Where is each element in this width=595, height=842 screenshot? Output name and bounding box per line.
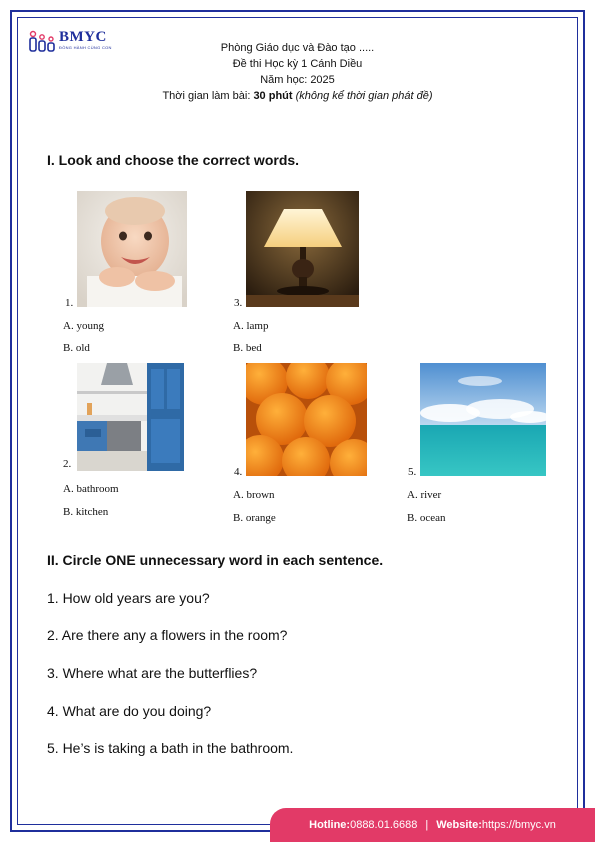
hotline-number[interactable]: 0888.01.6688: [350, 819, 418, 831]
ocean-photo: [420, 363, 546, 476]
question-number: 2.: [63, 458, 72, 470]
sentence-item[interactable]: 3. Where what are the butterflies?: [47, 665, 258, 681]
time-note: (không kể thời gian phát đề): [292, 90, 433, 102]
lamp-photo: [246, 191, 359, 307]
time-value: 30 phút: [253, 90, 293, 102]
exam-header: [0, 40, 595, 104]
logo-name: BMYC: [59, 29, 107, 45]
time-line: Thời gian làm bài: 30 phút (không kể thời gian phát đề): [162, 90, 433, 102]
option-b[interactable]: B. kitchen: [63, 506, 109, 518]
website-label: Website:: [436, 819, 482, 831]
question-number: 5.: [408, 466, 417, 478]
school-year: Năm học: 2025: [260, 74, 335, 86]
oranges-photo: [246, 363, 367, 476]
option-a[interactable]: A. river: [407, 489, 442, 501]
exam-title: Đề thi Học kỳ 1 Cánh Diều: [232, 58, 363, 70]
footer-separator: |: [425, 819, 429, 831]
sentence-item[interactable]: 1. How old years are you?: [47, 590, 210, 606]
option-a[interactable]: A. lamp: [233, 320, 269, 332]
baby-photo: [77, 191, 187, 307]
question-number: 3.: [234, 297, 243, 309]
section-2-title: II. Circle ONE unnecessary word in each sentence.: [47, 552, 384, 568]
contact-footer: [270, 808, 595, 842]
section-1-title: I. Look and choose the correct words.: [47, 152, 300, 168]
option-b[interactable]: B. orange: [233, 512, 276, 524]
sentence-item[interactable]: 2. Are there any a flowers in the room?: [47, 627, 288, 643]
department-line: Phòng Giáo dục và Đào tạo .....: [220, 42, 375, 54]
kitchen-photo: [77, 363, 184, 471]
option-a[interactable]: A. brown: [233, 489, 275, 501]
hotline-label: Hotline:: [309, 819, 351, 831]
option-a[interactable]: A. young: [63, 320, 104, 332]
sentence-item[interactable]: 4. What are do you doing?: [47, 703, 212, 719]
option-b[interactable]: B. bed: [233, 342, 262, 354]
question-number: 4.: [234, 466, 243, 478]
option-b[interactable]: B. ocean: [407, 512, 446, 524]
logo-tagline: ĐỒNG HÀNH CÙNG CON: [59, 45, 112, 50]
question-number: 1.: [65, 297, 74, 309]
sentence-item[interactable]: 5. He’s is taking a bath in the bathroom.: [47, 740, 294, 756]
website-link[interactable]: https://bmyc.vn: [481, 819, 556, 831]
option-b[interactable]: B. old: [63, 342, 90, 354]
option-a[interactable]: A. bathroom: [63, 483, 119, 495]
